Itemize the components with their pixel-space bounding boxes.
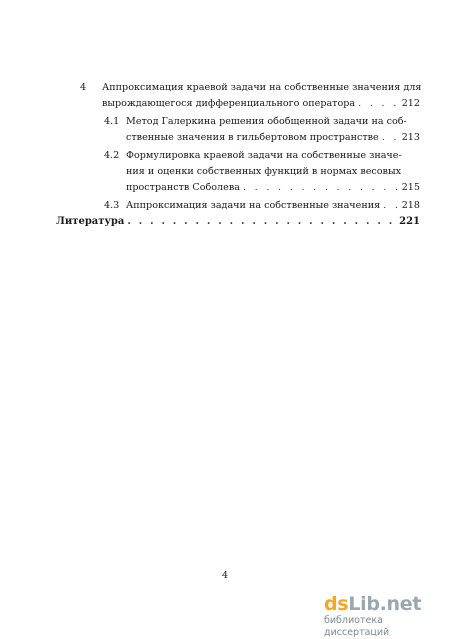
leader-dots	[383, 198, 399, 214]
toc-entry-title-line: Аппроксимация краевой задачи на собственные значения для	[102, 82, 422, 93]
leader-dots	[243, 180, 399, 196]
toc-entry-page: 212	[401, 98, 420, 109]
toc-entry-section-4-1[interactable]	[80, 114, 420, 146]
toc-entry-title: Литература	[56, 216, 125, 227]
toc-entry-page: 221	[399, 216, 420, 227]
toc-entry-page: 213	[401, 132, 420, 143]
toc-entry-title-line: Аппроксимация задачи на собственные значения	[126, 200, 381, 211]
toc-entry-title-line: Формулировка краевой задачи на собственные значе-	[126, 150, 402, 161]
toc-entry-number: 4.3	[104, 200, 120, 211]
toc-entry-number: 4.2	[104, 150, 120, 161]
leader-dots	[358, 96, 399, 112]
leader-dots	[382, 130, 399, 146]
toc-entry-page: 218	[401, 200, 420, 211]
page-number: 4	[221, 570, 229, 581]
toc-entry-literature[interactable]	[56, 214, 420, 230]
toc-entry-page: 215	[401, 182, 420, 193]
toc-entry-title-line: пространств Соболева	[126, 182, 240, 193]
watermark-tagline: библиотека диссертаций	[324, 615, 390, 638]
toc-entry-section-4-2[interactable]	[80, 148, 420, 196]
dslib-logo: dsLib.net	[324, 593, 422, 615]
toc-entry-title-line: ния и оценки собственных функций в нормах весовых	[126, 166, 401, 177]
toc-entry-chapter-4[interactable]	[80, 80, 420, 112]
table-of-contents	[56, 80, 422, 230]
toc-entry-title-line: Метод Галеркина решения обобщенной задачи на соб-	[126, 116, 407, 127]
toc-entry-number: 4.1	[104, 116, 120, 127]
watermark-logo[interactable]	[324, 594, 442, 639]
toc-entry-number: 4	[80, 82, 87, 93]
toc-entry-title-line: ственные значения в гильбертовом пространстве	[126, 132, 379, 143]
leader-dots	[127, 214, 396, 230]
toc-entry-section-4-3[interactable]	[80, 198, 420, 214]
toc-entry-title-line: вырождающегося дифференциального оператора	[102, 98, 356, 109]
